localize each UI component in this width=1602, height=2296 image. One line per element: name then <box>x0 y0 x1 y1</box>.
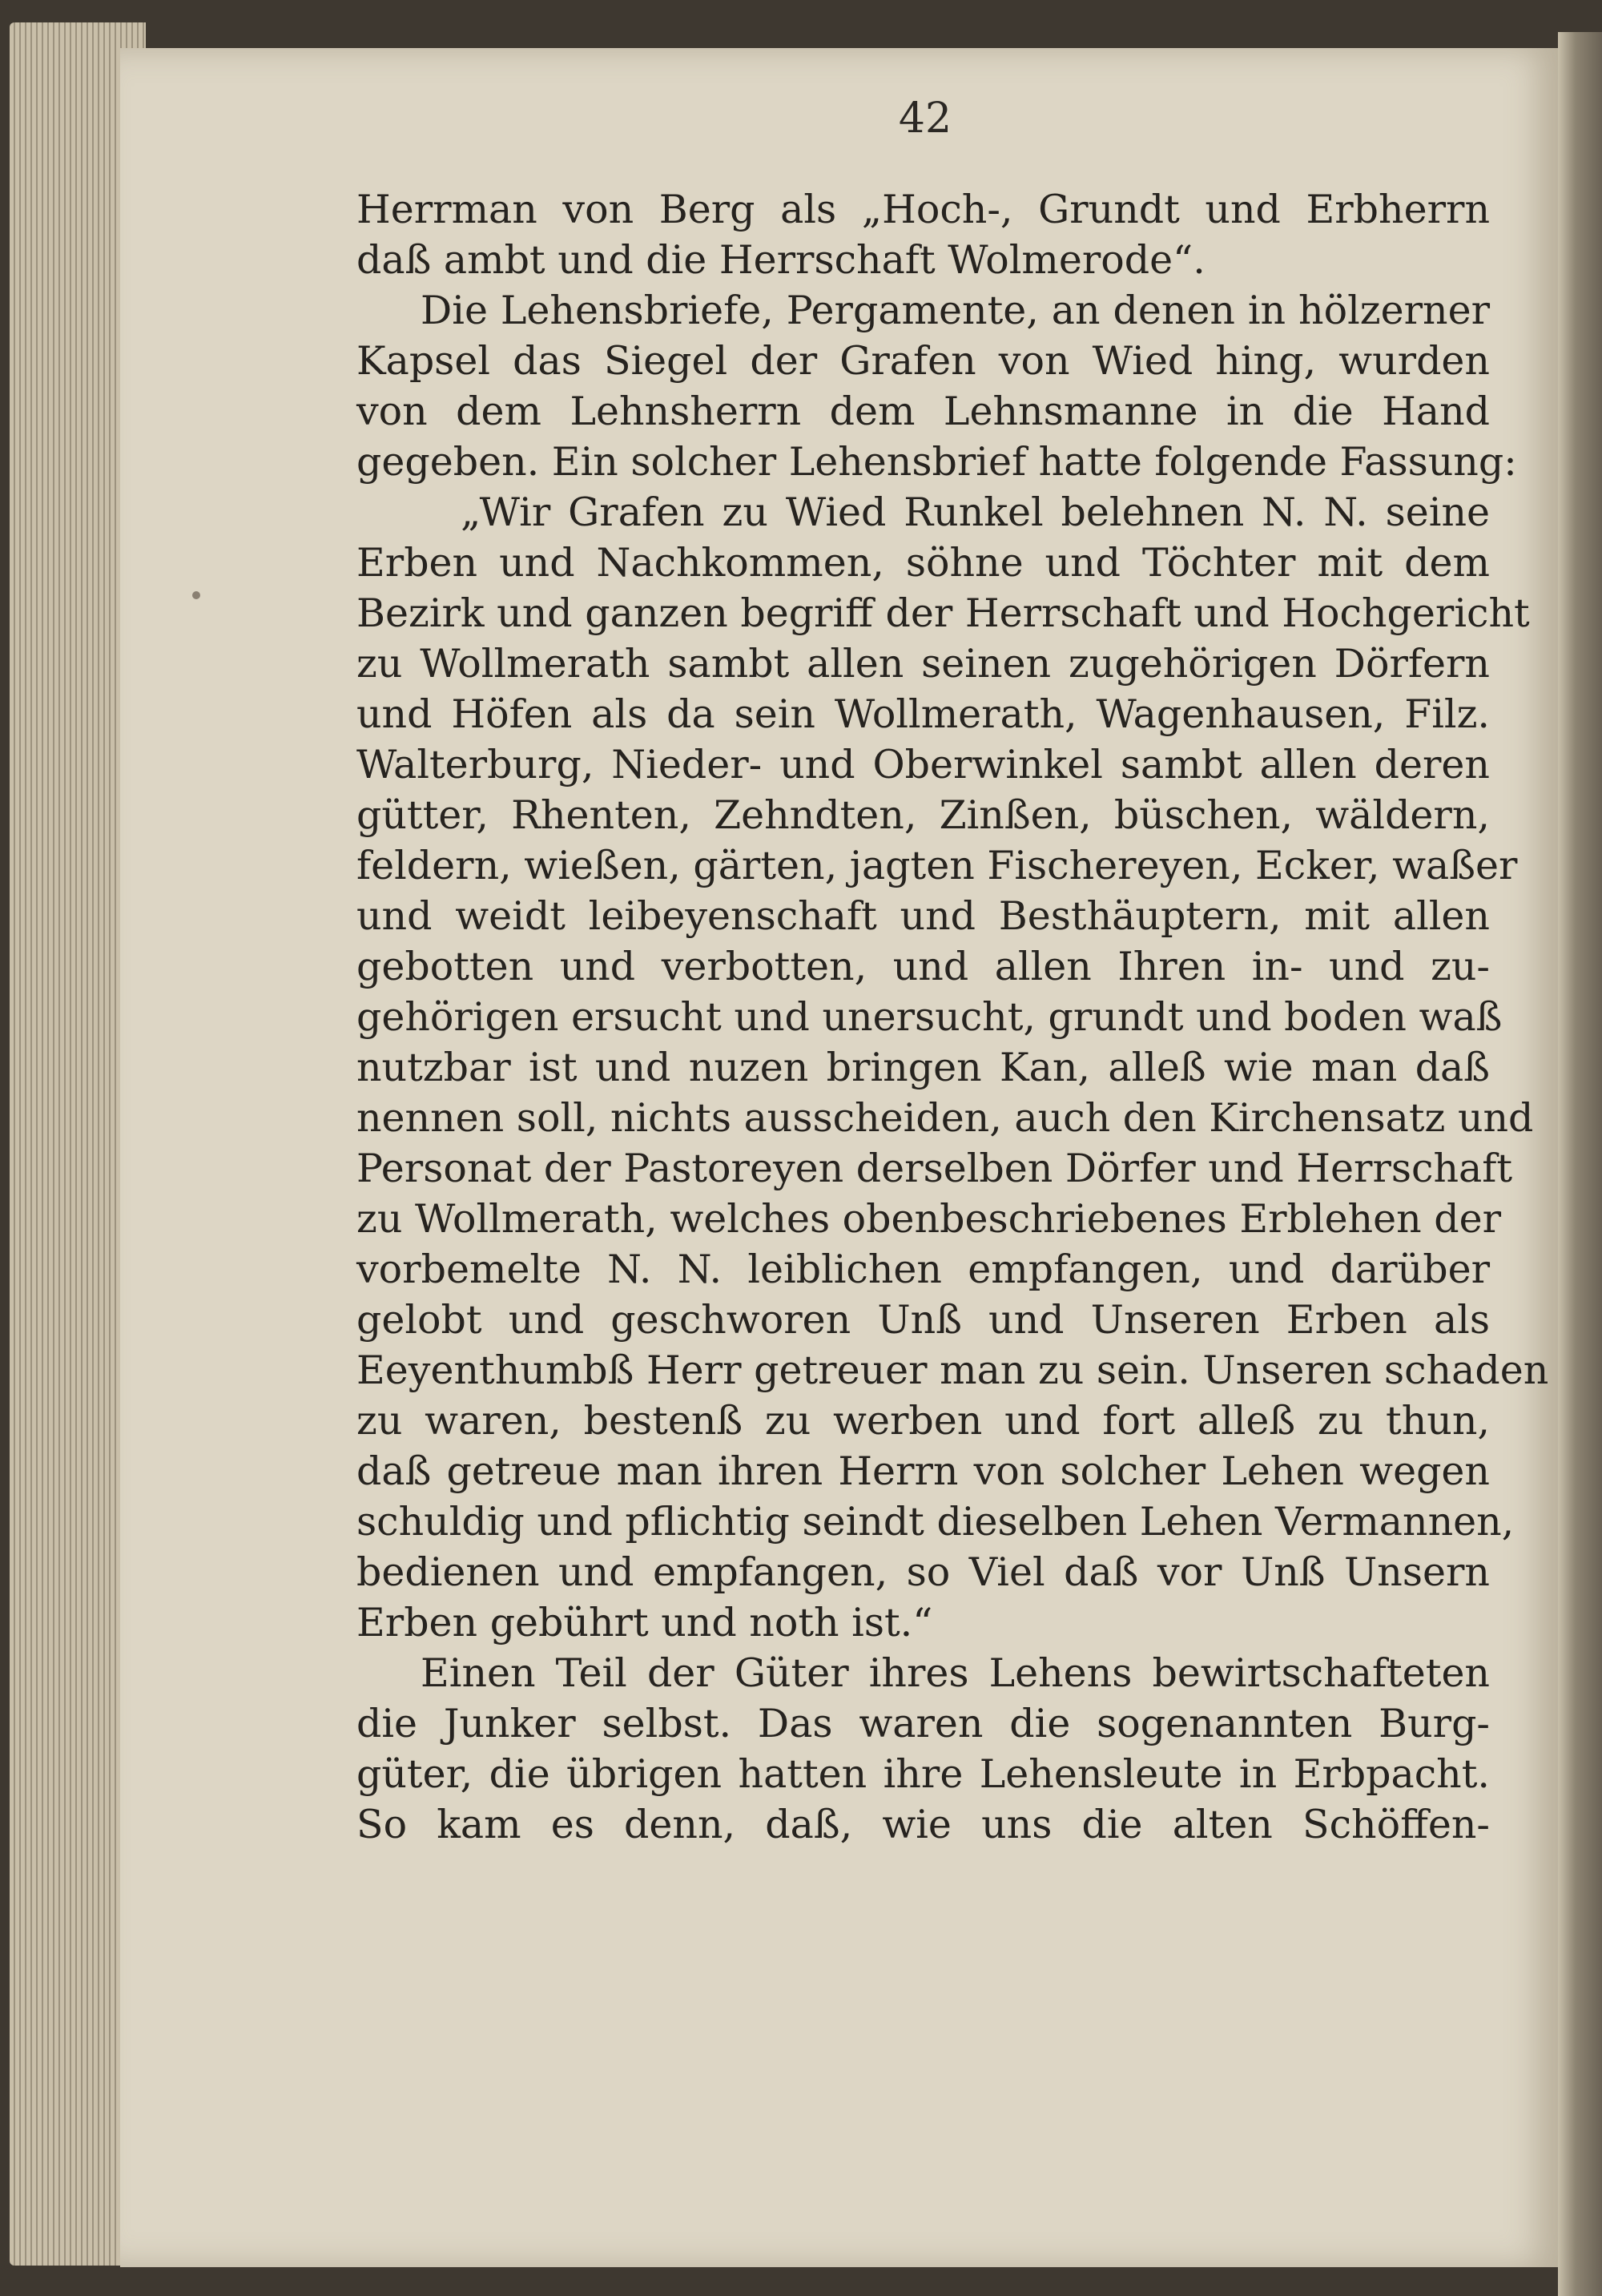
text-line: und Höfen als da sein Wollmerath, Wagenhausen, Filz. <box>356 691 1490 737</box>
text-line: „Wir Grafen zu Wied Runkel belehnen N. N. seine <box>461 489 1490 535</box>
text-line: Einen Teil der Güter ihres Lehens bewirtschafteten <box>421 1650 1490 1696</box>
text-line: Erben gebührt und noth ist.“ <box>356 1600 933 1645</box>
text-line: daß ambt und die Herrschaft Wolmerode“. <box>356 237 1206 283</box>
text-line: güter, die übrigen hatten ihre Lehensleute in Erbpacht. <box>356 1751 1490 1797</box>
text-line: So kam es denn, daß, wie uns die alten Schöffen- <box>356 1802 1490 1847</box>
text-line: vorbemelte N. N. leiblichen empfangen, und darüber <box>356 1247 1490 1292</box>
page-number: 42 <box>898 95 952 143</box>
text-line: die Junker selbst. Das waren die sogenannten Burg- <box>356 1701 1490 1746</box>
text-line: gegeben. Ein solcher Lehensbrief hatte folgende Fassung: <box>356 439 1517 485</box>
body-text <box>356 184 1549 1850</box>
text-line: schuldig und pflichtig seindt dieselben Lehen Vermannen, <box>356 1499 1515 1545</box>
text-line: Personat der Pastoreyen derselben Dörfer und Herrschaft <box>356 1146 1513 1191</box>
text-line: zu Wollmerath sambt allen seinen zugehörigen Dörfern <box>356 641 1490 687</box>
text-line: Walterburg, Nieder- und Oberwinkel sambt allen deren <box>356 742 1490 787</box>
text-line: feldern, wießen, gärten, jagten Fischereyen, Ecker, waßer <box>356 843 1518 888</box>
text-line: Eeyenthumbß Herr getreuer man zu sein. Unseren schaden <box>356 1347 1549 1393</box>
text-line: Herrman von Berg als „Hoch-, Grundt und Erbherrn <box>356 187 1490 232</box>
text-line: zu Wollmerath, welches obenbeschriebenes Erblehen der <box>356 1196 1502 1242</box>
text-line: Erben und Nachkommen, söhne und Töchter mit dem <box>356 540 1490 586</box>
text-line: bedienen und empfangen, so Viel daß vor Unß Unsern <box>356 1549 1490 1595</box>
text-line: daß getreue man ihren Herrn von solcher Lehen wegen <box>356 1448 1490 1494</box>
text-line: von dem Lehnsherrn dem Lehnsmanne in die Hand <box>356 389 1490 434</box>
text-line: gebotten und verbotten, und allen Ihren in- und zu- <box>356 944 1490 989</box>
text-line: gütter, Rhenten, Zehndten, Zinßen, büschen, wäldern, <box>356 792 1490 838</box>
text-line: gehörigen ersucht und unersucht, grundt und boden waß <box>356 994 1503 1040</box>
text-line: Kapsel das Siegel der Grafen von Wied hing, wurden <box>356 338 1490 384</box>
text-line: Die Lehensbriefe, Pergamente, an denen in hölzerner <box>421 288 1490 333</box>
text-line: zu waren, bestenß zu werben und fort alleß zu thun, <box>356 1398 1490 1444</box>
text-line: Bezirk und ganzen begriff der Herrschaft und Hochgericht <box>356 590 1530 636</box>
book-gutter <box>1558 32 1602 2296</box>
text-line: nutzbar ist und nuzen bringen Kan, alleß wie man daß <box>356 1045 1490 1090</box>
text-line: und weidt leibeyenschaft und Besthäuptern, mit allen <box>356 893 1490 939</box>
margin-speck <box>192 591 200 599</box>
text-line: gelobt und geschworen Unß und Unseren Erben als <box>356 1297 1490 1343</box>
text-line: nennen soll, nichts ausscheiden, auch den Kirchensatz und <box>356 1095 1534 1141</box>
